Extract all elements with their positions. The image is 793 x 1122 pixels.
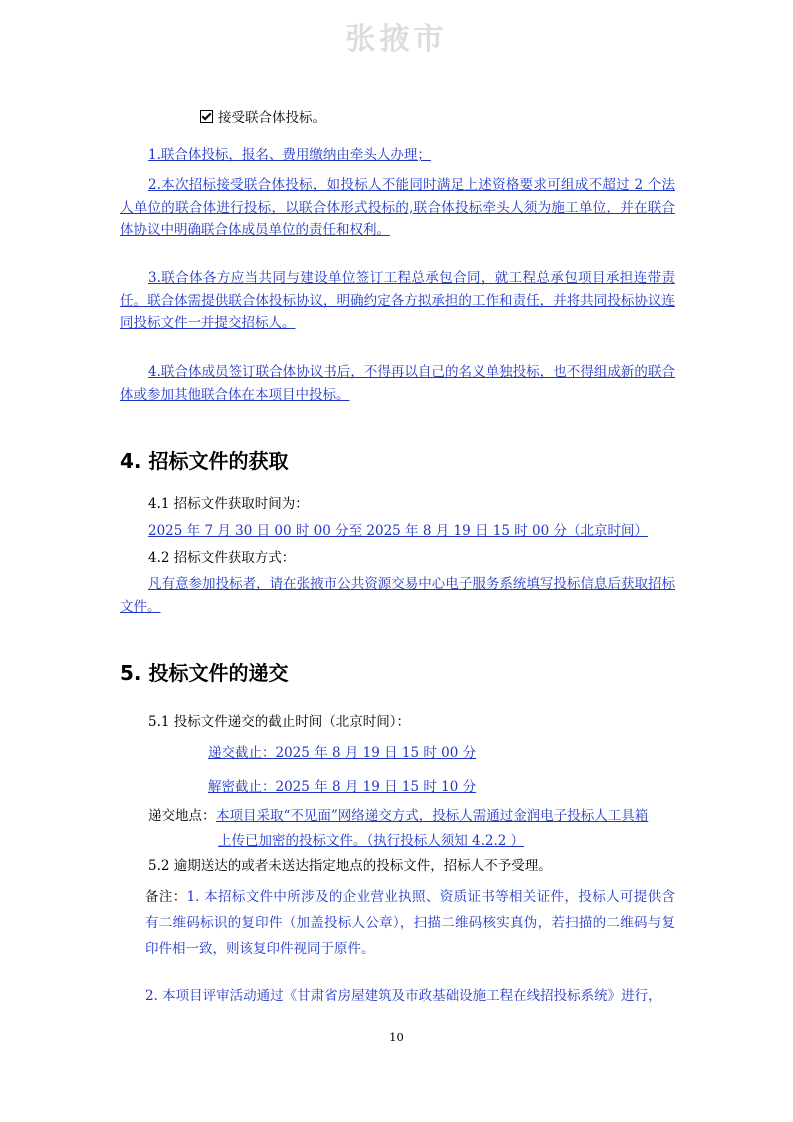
location-line-2: 上传已加密的投标文件。（执行投标人须知 4.2.2 ）	[218, 833, 525, 849]
section-5-2: 5.2 逾期送达的或者未送达指定地点的投标文件，招标人不予受理。	[148, 858, 552, 874]
note-1: 备注：1. 本招标文件中所涉及的企业营业执照、资质证书等相关证件，投标人可提供含有二维码标识的复印件（加盖投标人公章），扫描二维码核实真伪，若扫描的二维码与复印件相一致，则该复印件视同于原件。	[145, 889, 676, 957]
section-4-1-value: 2025 年 7 月 30 日 00 时 00 分至 2025 年 8 月 19 日 15 时 00 分（北京时间）	[148, 523, 648, 539]
location-label: 递交地点：	[148, 808, 216, 824]
submission-deadline: 递交截止：2025 年 8 月 19 日 15 时 00 分	[208, 745, 477, 761]
decryption-deadline: 解密截止：2025 年 8 月 19 日 15 时 10 分	[208, 779, 477, 795]
section-4-1-label: 4.1 招标文件获取时间为：	[148, 496, 309, 512]
consortium-item-4: 4.联合体成员签订联合体协议书后，不得再以自己的名义单独投标，也不得组成新的联合体或参加其他联合体在本项目中投标。	[120, 364, 675, 403]
location-line-1: 本项目采取“不见面”网络递交方式，投标人需通过金润电子投标人工具箱	[216, 808, 649, 824]
checked-checkbox-icon	[200, 110, 213, 123]
consortium-item-1: 1.联合体投标，报名、费用缴纳由牵头人办理；	[148, 147, 431, 163]
section-5-1-label: 5.1 投标文件递交的截止时间（北京时间）：	[148, 714, 411, 730]
section-4-2-label: 4.2 招标文件获取方式：	[148, 550, 296, 566]
consortium-item-2: 2.本次招标接受联合体投标，如投标人不能同时满足上述资格要求可组成不超过 2 个法人单位的联合体进行投标，以联合体形式投标的,联合体投标牵头人须为施工单位，并在联合体协议中明确联合体成员单位的责任和权利。	[120, 177, 675, 238]
page-number: 10	[389, 1030, 404, 1044]
consortium-item-3: 3.联合体各方应当共同与建设单位签订工程总承包合同，就工程总承包项目承担连带责任。联合体需提供联合体投标协议，明确约定各方拟承担的工作和责任，并将共同投标协议连同投标文件一并提交招标人。	[120, 270, 675, 331]
watermark: 张掖市	[345, 22, 448, 57]
section-4-2-value: 凡有意参加投标者，请在张掖市公共资源交易中心电子服务系统填写投标信息后获取招标文件。	[120, 576, 675, 615]
consortium-checkbox-row	[200, 108, 326, 128]
note-2: 2. 本项目评审活动通过《甘肃省房屋建筑及市政基础设施工程在线招投标系统》进行，	[145, 988, 662, 1004]
section-4-heading: 4. 招标文件的获取	[120, 449, 289, 473]
section-5-heading: 5. 投标文件的递交	[120, 661, 289, 685]
checkbox-label: 接受联合体投标。	[218, 110, 326, 126]
